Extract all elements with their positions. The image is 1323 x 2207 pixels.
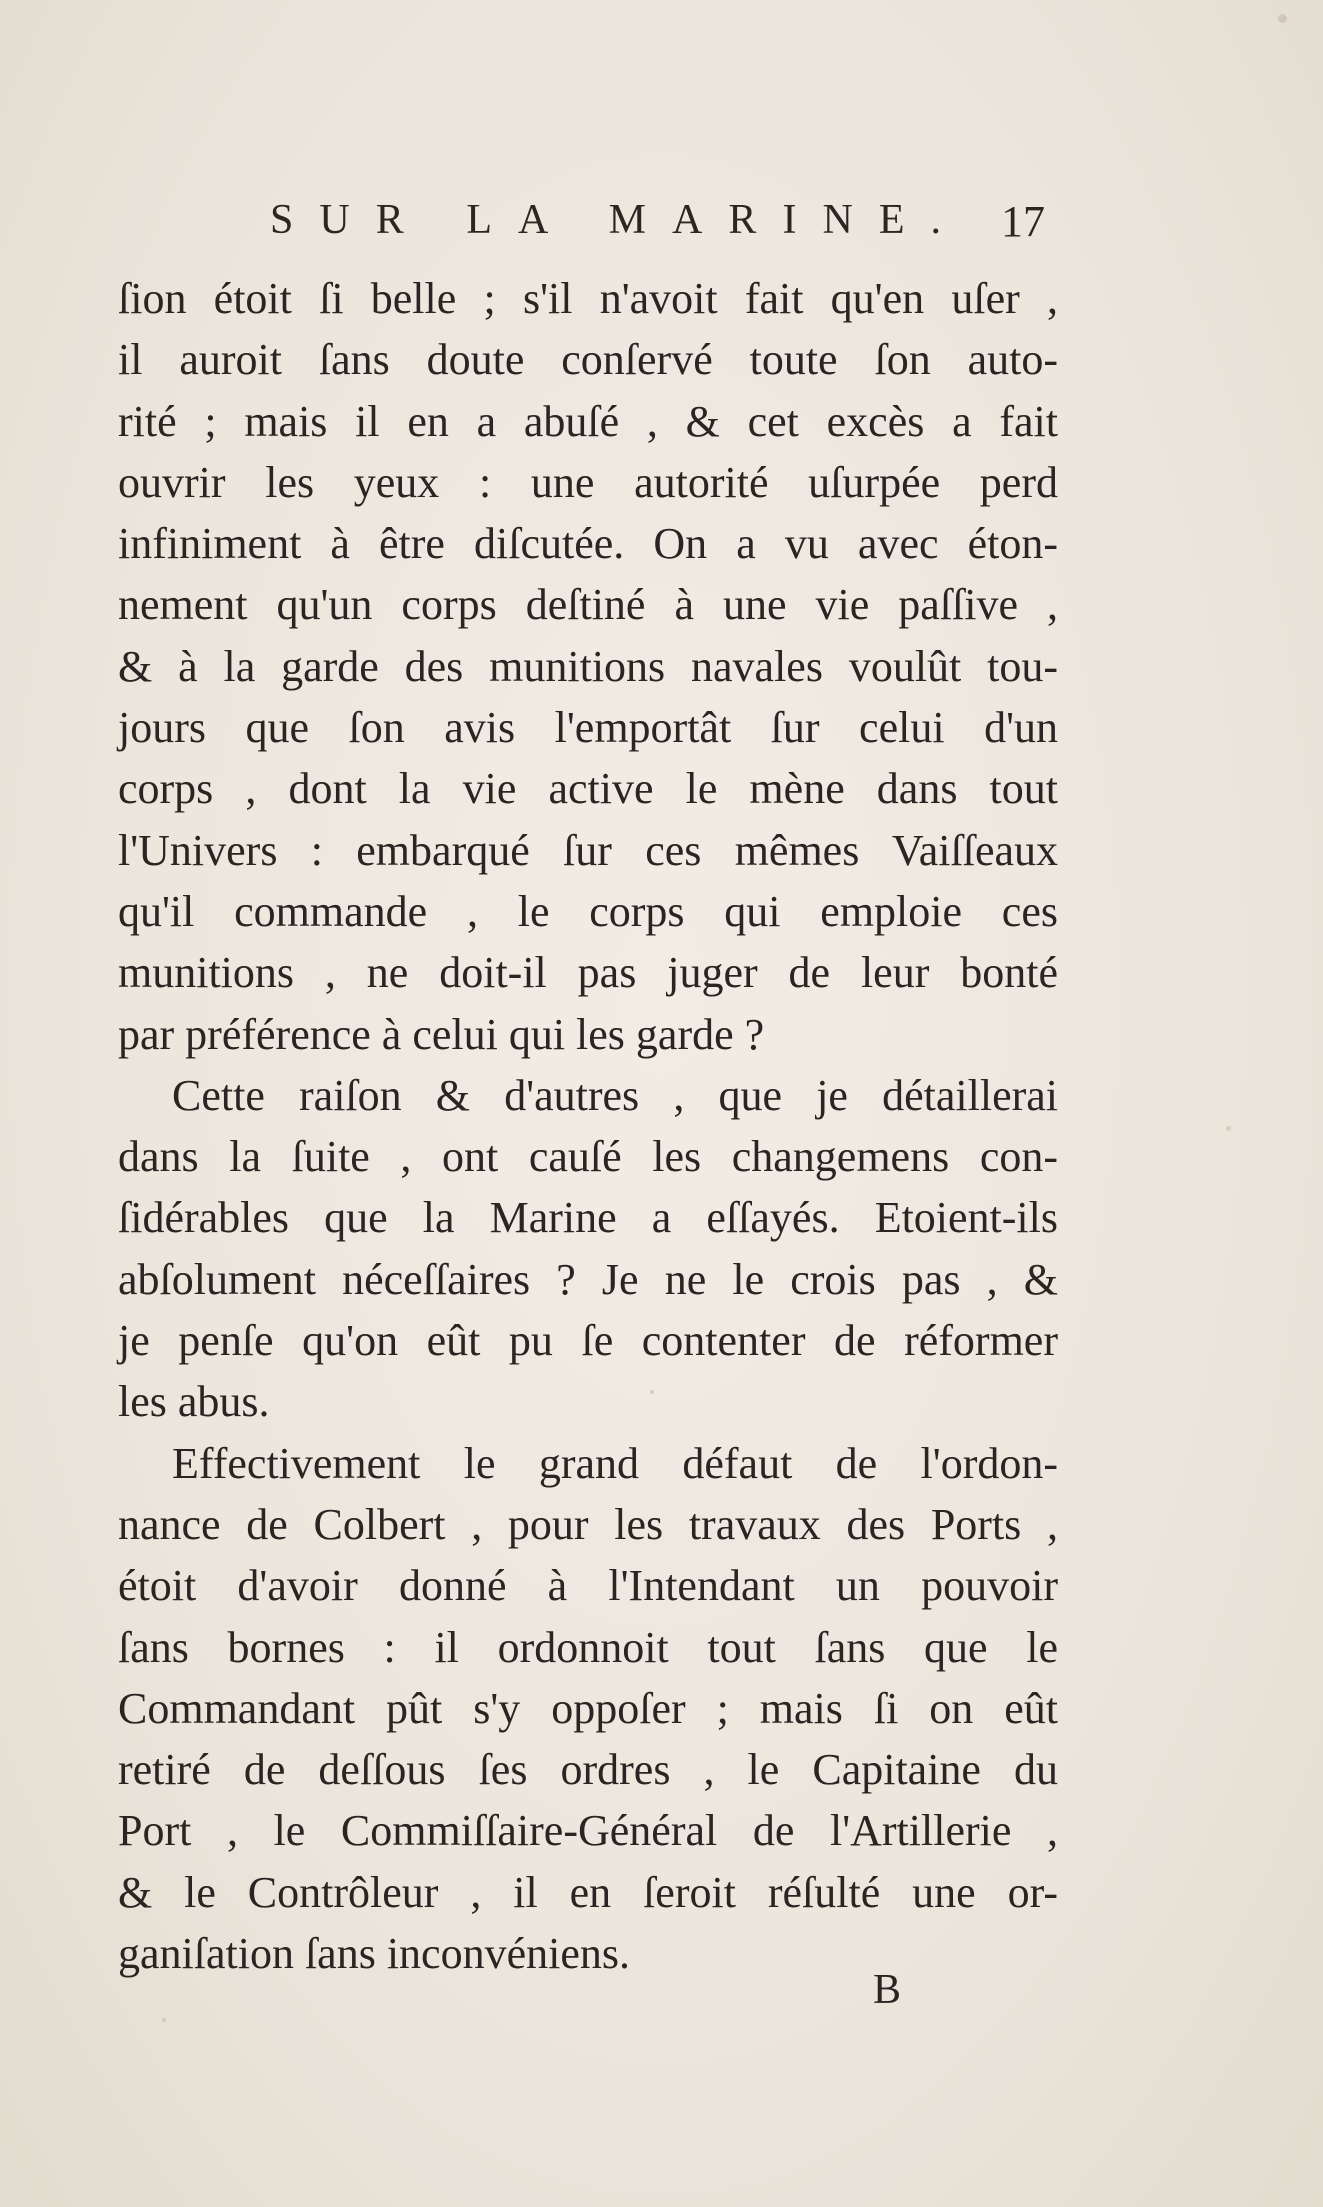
- text-line: ſidérables que la Marine a eſſayés. Etoient-ils: [118, 1193, 1058, 1243]
- running-head: [270, 196, 1045, 260]
- text-line: nance de Colbert , pour les travaux des Ports ,: [118, 1499, 1058, 1549]
- paragraph-1: [118, 268, 1058, 1065]
- text-line: corps , dont la vie active le mène dans tout: [118, 764, 1058, 814]
- foxing-spot: [1278, 14, 1287, 23]
- text-line: rité ; mais il en a abuſé , & cet excès a fait: [118, 396, 1058, 446]
- text-line: Cette raiſon & d'autres , que je détaillerai: [172, 1070, 1058, 1120]
- foxing-spot: [1226, 1126, 1231, 1131]
- text-line: ſion étoit ſi belle ; s'il n'avoit fait qu'en uſer ,: [118, 274, 1058, 323]
- text-line: par préférence à celui qui les garde ?: [118, 1009, 765, 1059]
- text-line: ouvrir les yeux : une autorité uſurpée perd: [118, 457, 1058, 507]
- text-line: l'Univers : embarqué ſur ces mêmes Vaiſſeaux: [118, 825, 1058, 875]
- page-number: 17: [1001, 197, 1045, 246]
- signature-mark: B: [873, 1967, 902, 2013]
- text-line: ſans bornes : il ordonnoit tout ſans que le: [118, 1622, 1058, 1672]
- text-line: qu'il commande , le corps qui emploie ces: [118, 886, 1058, 936]
- text-line: & à la garde des munitions navales voulût tou-: [118, 641, 1058, 691]
- body-text: [118, 268, 1058, 1984]
- text-line: retiré de deſſous ſes ordres , le Capitaine du: [118, 1745, 1058, 1795]
- text-line: jours que ſon avis l'emportât ſur celui d'un: [118, 703, 1058, 753]
- text-line: & le Contrôleur , il en ſeroit réſulté une or-: [118, 1867, 1058, 1917]
- text-line: il auroit ſans doute conſervé toute ſon auto-: [118, 335, 1058, 385]
- text-line: ganiſation ſans inconvéniens.: [118, 1929, 630, 1979]
- text-line: munitions , ne doit-il pas juger de leur bonté: [118, 948, 1058, 998]
- text-line: abſolument néceſſaires ? Je ne le crois pas , &: [118, 1254, 1058, 1304]
- running-head-title: SUR LA MARINE.: [270, 197, 968, 243]
- text-line: infiniment à être diſcutée. On a vu avec éton-: [118, 519, 1058, 569]
- text-line: nement qu'un corps deſtiné à une vie paſſive ,: [118, 580, 1058, 630]
- text-line: Commandant pût s'y oppoſer ; mais ſi on eût: [118, 1683, 1058, 1733]
- text-line: les abus.: [118, 1377, 270, 1427]
- paragraph-2: [118, 1065, 1058, 1433]
- text-line: étoit d'avoir donné à l'Intendant un pouvoir: [118, 1561, 1058, 1611]
- text-line: dans la ſuite , ont cauſé les changemens con-: [118, 1132, 1058, 1182]
- text-line: Port , le Commiſſaire-Général de l'Artillerie ,: [118, 1806, 1058, 1856]
- paragraph-3: [118, 1433, 1058, 1985]
- text-line: Effectivement le grand défaut de l'ordon-: [172, 1438, 1058, 1488]
- text-line: je penſe qu'on eût pu ſe contenter de réformer: [118, 1316, 1058, 1366]
- foxing-spot: [162, 2018, 166, 2022]
